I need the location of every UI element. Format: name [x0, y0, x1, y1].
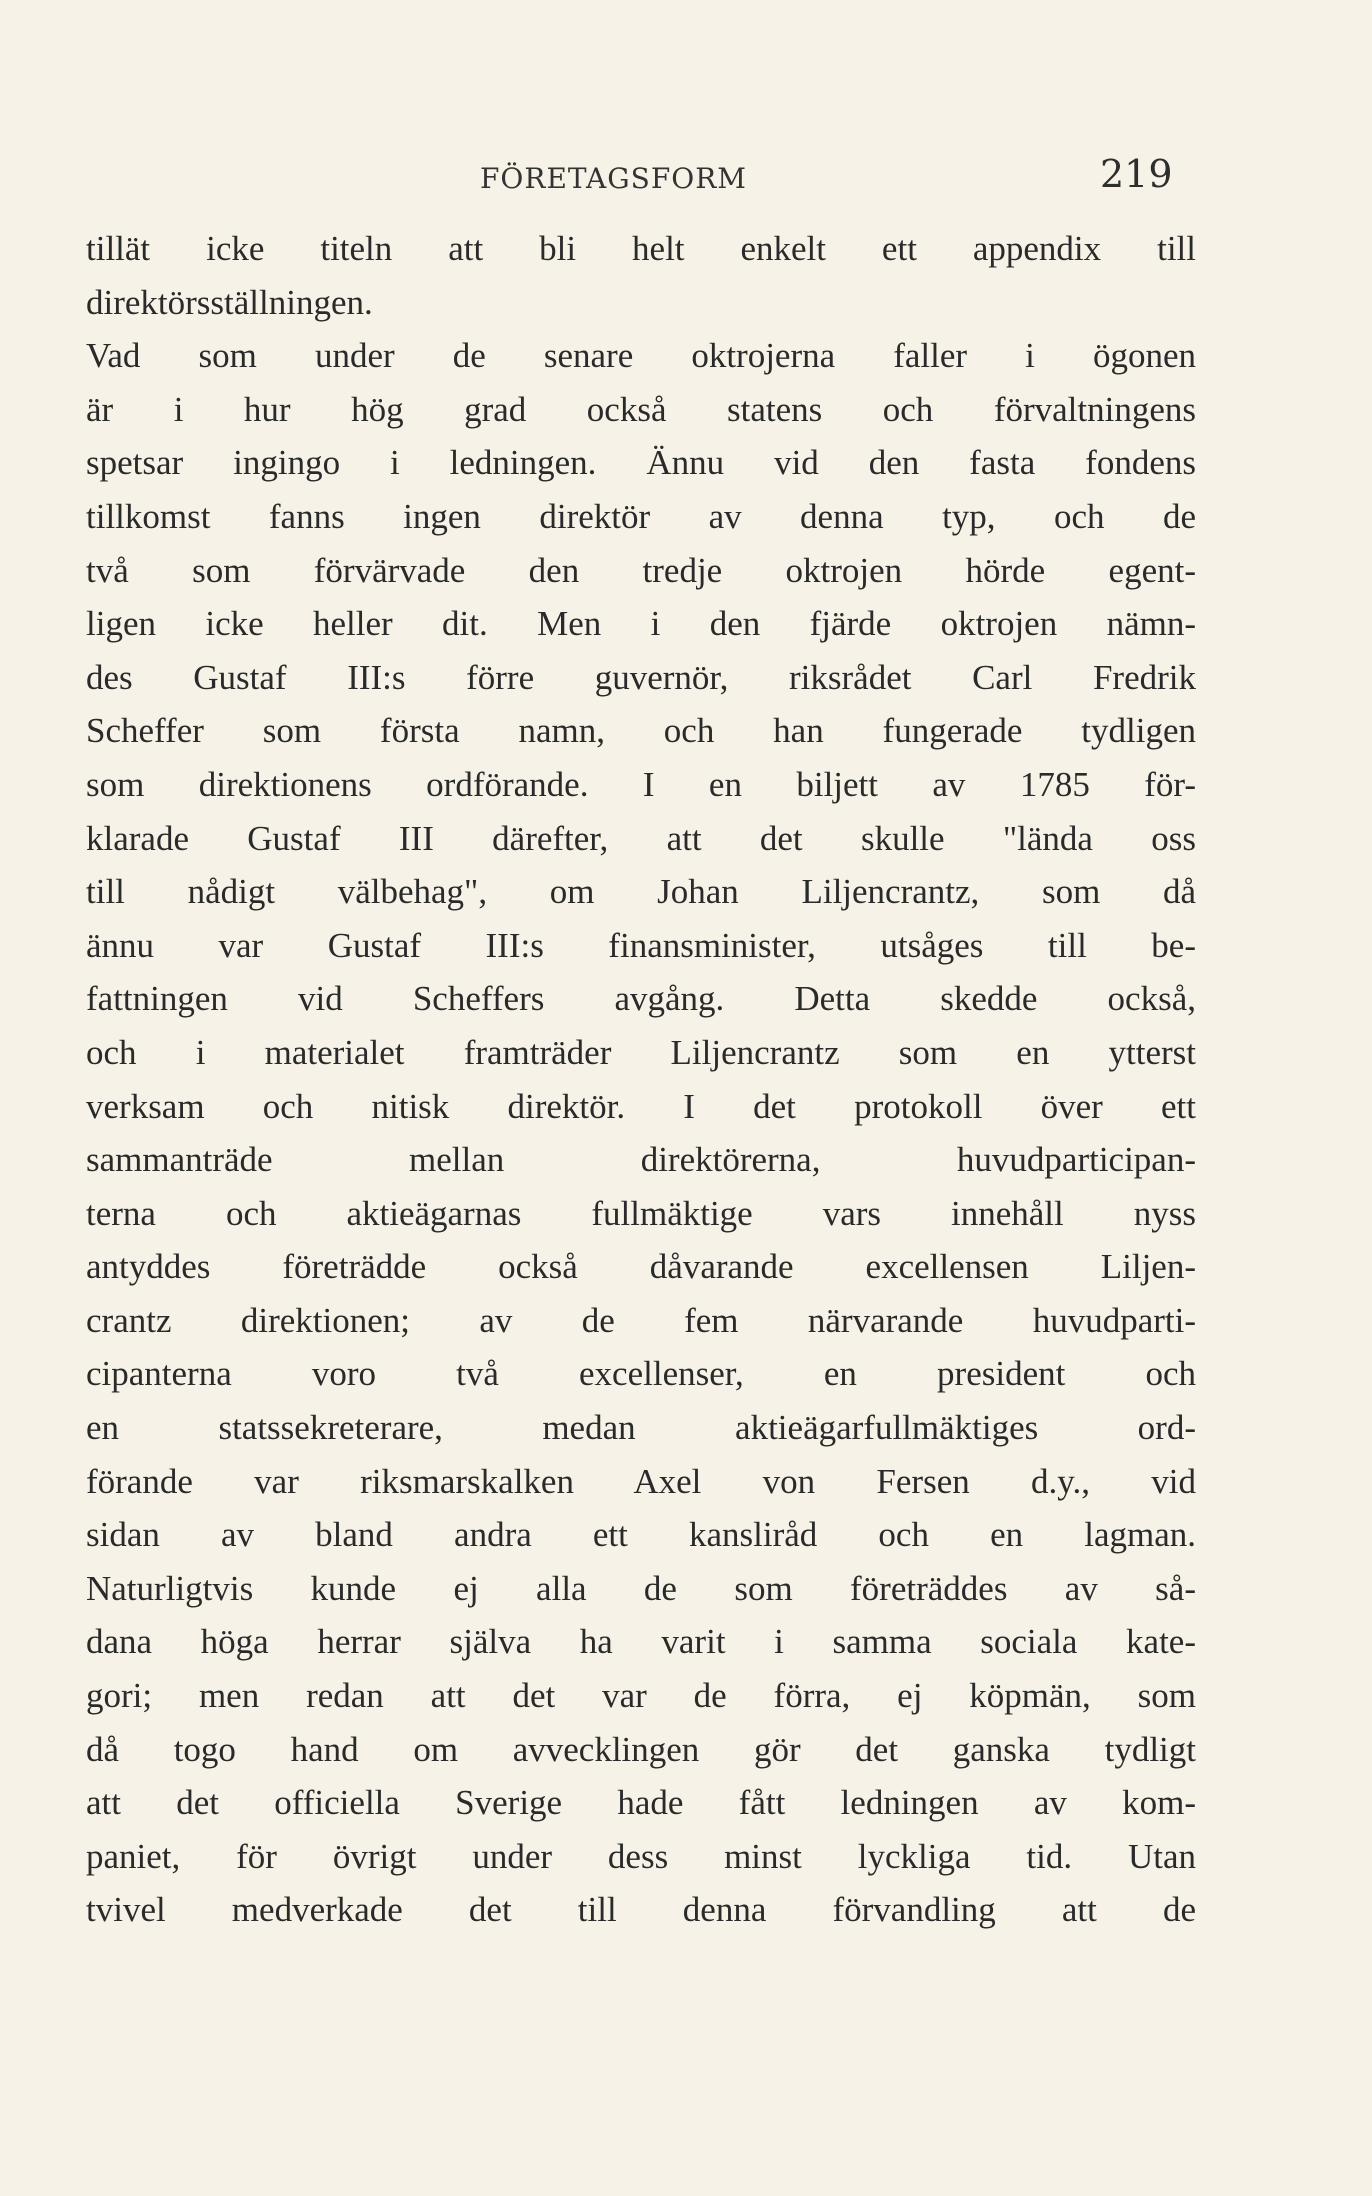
body-text: [86, 222, 1196, 1937]
text-line: crantz direktionen; av de fem närvarande huvudparti-: [86, 1300, 1196, 1340]
text-line: till nådigt välbehag", om Johan Liljencrantz, som då: [86, 872, 1196, 912]
text-line: sidan av bland andra ett kansliråd och en lagman.: [86, 1515, 1196, 1555]
text-line: cipanterna voro två excellenser, en president och: [86, 1354, 1196, 1394]
text-line: och i materialet framträder Liljencrantz som en ytterst: [86, 1032, 1196, 1072]
text-line: som direktionens ordförande. I en biljett av 1785 för-: [86, 764, 1196, 804]
text-line: spetsar ingingo i ledningen. Ännu vid den fasta fondens: [86, 443, 1196, 483]
text-line: fattningen vid Scheffers avgång. Detta skedde också,: [86, 979, 1196, 1019]
text-line: två som förvärvade den tredje oktrojen hörde egent-: [86, 550, 1196, 590]
text-line: des Gustaf III:s förre guvernör, riksrådet Carl Fredrik: [86, 657, 1196, 697]
text-line: tillät icke titeln att bli helt enkelt ett appendix till: [86, 229, 1196, 268]
text-line: förande var riksmarskalken Axel von Fersen d.y., vid: [86, 1461, 1196, 1501]
text-line: terna och aktieägarnas fullmäktige vars innehåll nyss: [86, 1193, 1196, 1233]
text-line: är i hur hög grad också statens och förvaltningens: [86, 389, 1196, 429]
text-line: direktörsställningen.: [86, 282, 373, 322]
text-line: antyddes företrädde också dåvarande excellensen Liljen-: [86, 1247, 1196, 1287]
text-line: då togo hand om avvecklingen gör det ganska tydligt: [86, 1729, 1196, 1769]
text-line: dana höga herrar själva ha varit i samma sociala kate-: [86, 1622, 1196, 1662]
text-line: ligen icke heller dit. Men i den fjärde oktrojen nämn-: [86, 604, 1196, 644]
text-line: tillkomst fanns ingen direktör av denna typ, och de: [86, 496, 1196, 536]
text-line: Scheffer som första namn, och han fungerade tydligen: [86, 711, 1196, 751]
running-title: FÖRETAGSFORM: [480, 162, 747, 195]
text-line: tvivel medverkade det till denna förvandling att de: [86, 1890, 1196, 1930]
text-line: sammanträde mellan direktörerna, huvudparticipan-: [86, 1140, 1196, 1180]
text-line: Naturligtvis kunde ej alla de som företräddes av så-: [86, 1568, 1196, 1608]
page-number: 219: [1100, 152, 1173, 196]
text-line: att det officiella Sverige hade fått ledningen av kom-: [86, 1783, 1196, 1823]
text-line: ännu var Gustaf III:s finansminister, utsåges till be-: [86, 925, 1196, 965]
text-line: verksam och nitisk direktör. I det protokoll över ett: [86, 1086, 1196, 1126]
text-line: Vad som under de senare oktrojerna faller i ögonen: [86, 336, 1196, 376]
text-line: en statssekreterare, medan aktieägarfullmäktiges ord-: [86, 1408, 1196, 1448]
text-line: gori; men redan att det var de förra, ej köpmän, som: [86, 1676, 1196, 1716]
text-line: paniet, för övrigt under dess minst lyckliga tid. Utan: [86, 1836, 1196, 1876]
text-line: klarade Gustaf III därefter, att det skulle "lända oss: [86, 818, 1196, 858]
